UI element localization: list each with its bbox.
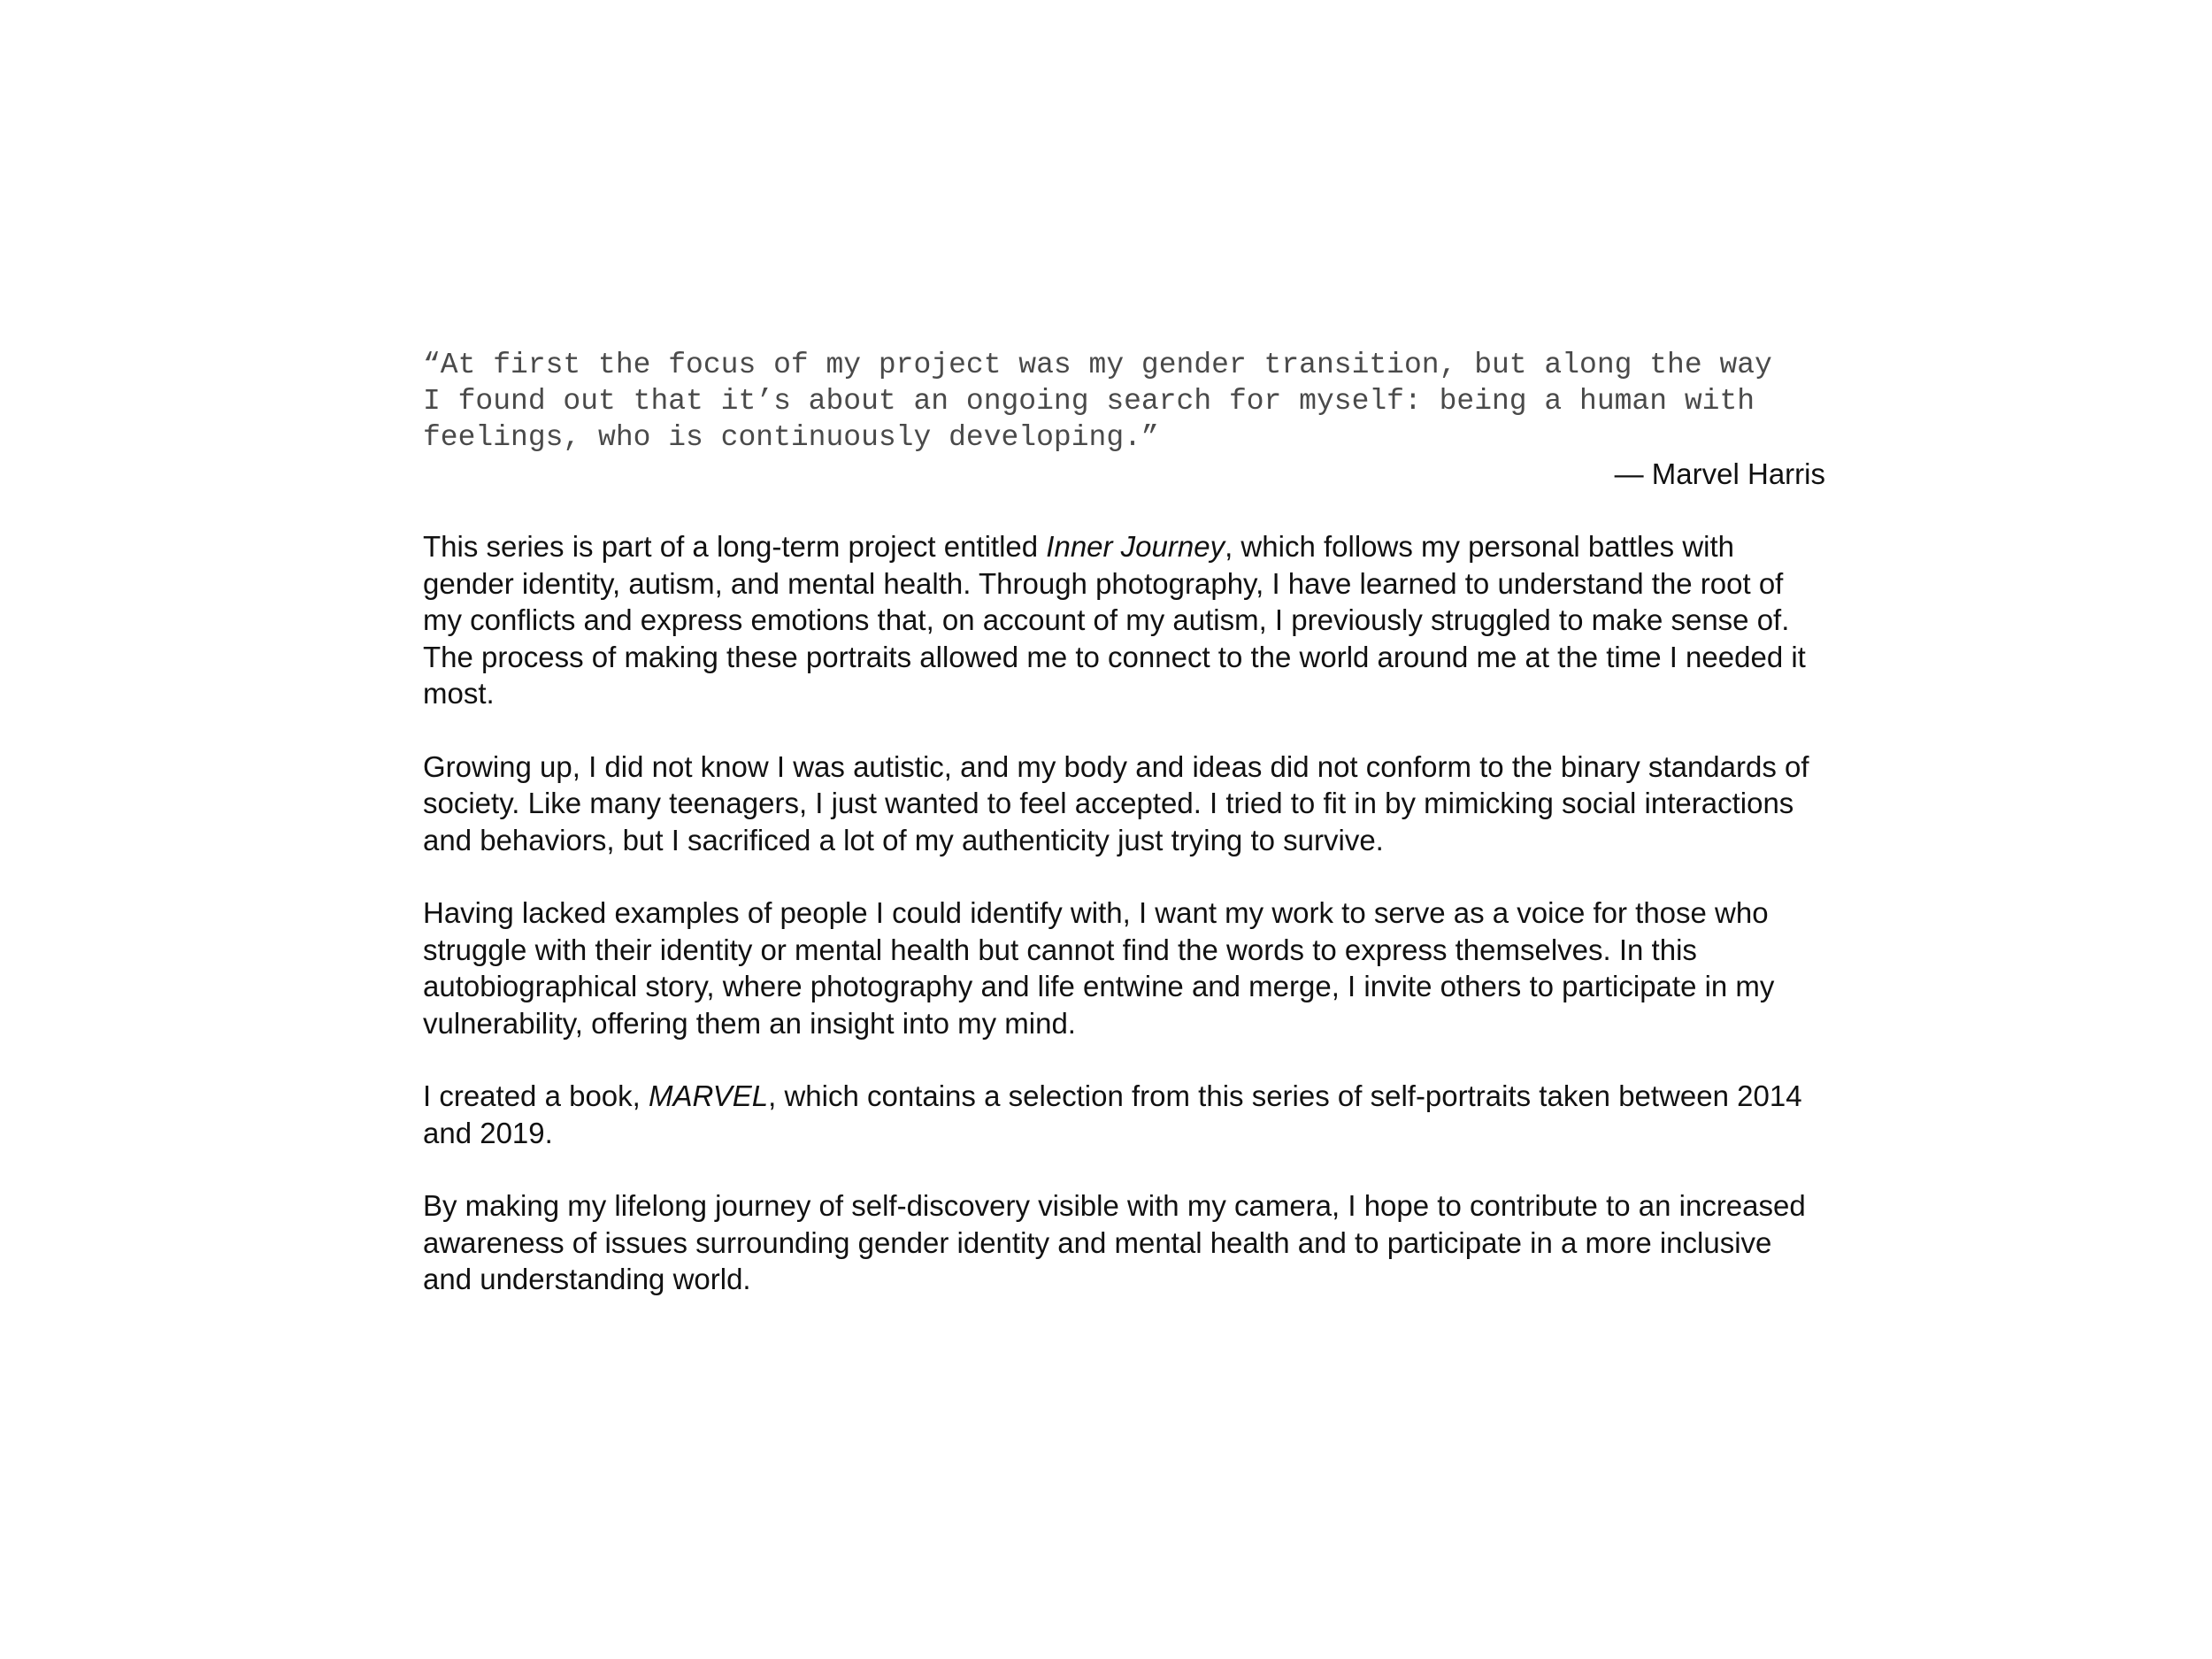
paragraph-4-text-start: I created a book,	[423, 1079, 649, 1112]
paragraph-4-text-end: , which contains a selection from this series of self-portraits taken between 2014 and 2019.	[423, 1079, 1802, 1149]
paragraph-5: By making my lifelong journey of self-discovery visible with my camera, I hope to contribute to an increased awareness of issues surrounding gender identity and mental health and to participate in a more inclusive and understanding world.	[423, 1189, 1806, 1295]
quote-attribution: — Marvel Harris	[1614, 457, 1825, 490]
epigraph-quote: “At first the focus of my project was my gender transition, but along the way I found out that it’s about an ongoing search for myself: being a human with feelings, who is continuously developing.”	[423, 349, 1772, 454]
book-title: MARVEL	[649, 1079, 769, 1112]
paragraph-2: Growing up, I did not know I was autistic, and my body and ideas did not conform to the binary standards of society. Like many teenagers, I just wanted to feel accepted. I tried to fit in by mimicking social interactions and behaviors, but I sacrificed a lot of my authenticity just trying to survive.	[423, 749, 1809, 856]
project-title: Inner Journey	[1046, 530, 1225, 563]
paragraph-1	[423, 528, 1825, 712]
paragraph-1-text-end: , which follows my personal battles with gender identity, autism, and mental health. Through photography, I have learned to understand the root of my conflicts and express emotions that, on account of my autism, I previously struggled to make sense of. The process of making these portraits allowed me to connect to the world around me at the time I needed it most.	[423, 530, 1806, 710]
paragraph-3: Having lacked examples of people I could identify with, I want my work to serve as a voice for those who struggle with their identity or mental health but cannot find the words to express themselves. In this autobiographical story, where photography and life entwine and merge, I invite others to participate in my vulnerability, offering them an insight into my mind.	[423, 896, 1775, 1040]
paragraph-4	[423, 1078, 1825, 1151]
artist-statement	[423, 347, 1825, 1298]
paragraph-1-text-start: This series is part of a long-term project entitled	[423, 530, 1047, 563]
